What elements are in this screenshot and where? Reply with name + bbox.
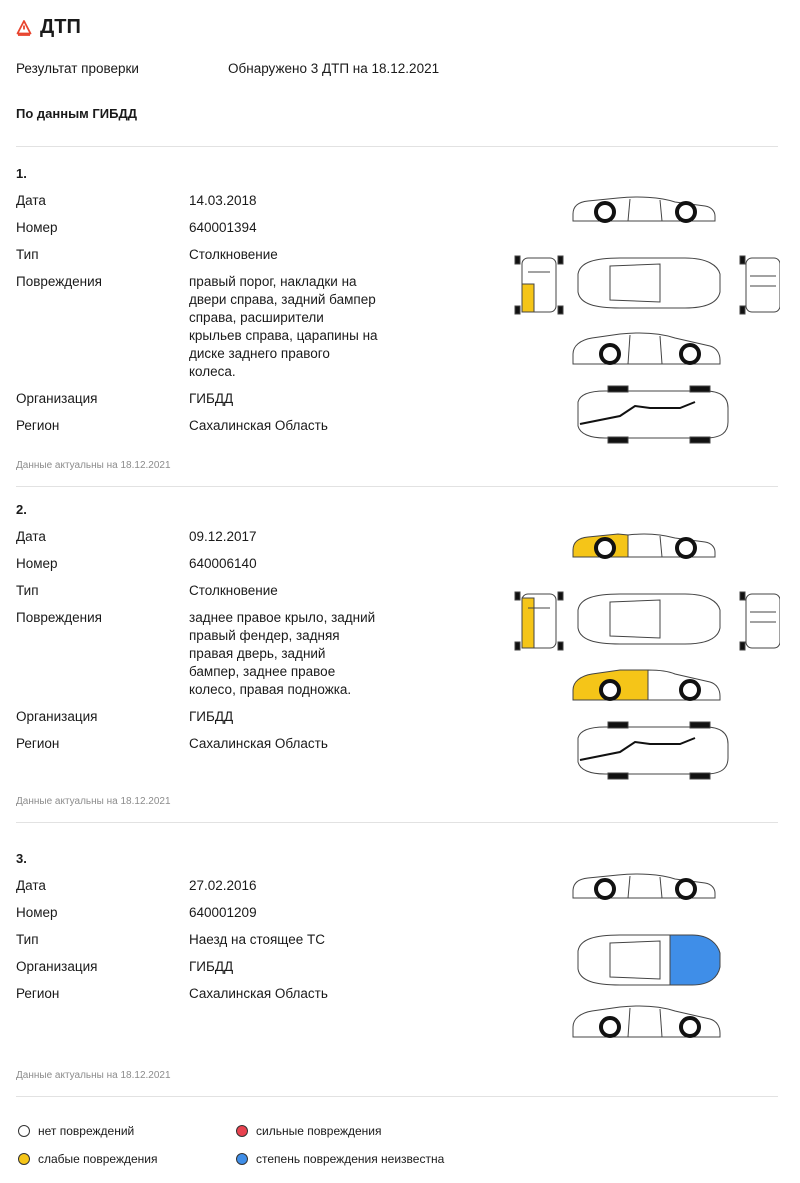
accident-number: 3. bbox=[16, 851, 27, 866]
check-result-value: Обнаружено 3 ДТП на 18.12.2021 bbox=[228, 61, 440, 76]
wheel-icon bbox=[601, 345, 619, 363]
divider bbox=[16, 1096, 778, 1097]
accident-number: 2. bbox=[16, 502, 27, 517]
field-label: Регион bbox=[16, 418, 60, 433]
field-label: Организация bbox=[16, 959, 98, 974]
damage-diagram bbox=[510, 176, 780, 446]
legend-item-heavy bbox=[236, 1124, 382, 1138]
car-underbody-icon bbox=[578, 722, 728, 779]
wheel-icon bbox=[596, 539, 614, 557]
field-label: Регион bbox=[16, 986, 60, 1001]
date-value: 27.02.2016 bbox=[189, 878, 257, 893]
legend-item-none bbox=[18, 1124, 134, 1138]
legend-label: слабые повреждения bbox=[38, 1152, 158, 1166]
warning-triangle-icon bbox=[16, 20, 32, 36]
wheel-icon bbox=[601, 1018, 619, 1036]
field-label: Дата bbox=[16, 529, 46, 544]
region-value: Сахалинская Область bbox=[189, 986, 328, 1001]
divider bbox=[16, 486, 778, 487]
damage-diagram bbox=[510, 512, 780, 782]
wheel-icon bbox=[601, 681, 619, 699]
field-label: Организация bbox=[16, 709, 98, 724]
circle-icon bbox=[236, 1153, 248, 1165]
updated-note: Данные актуальны на 18.12.2021 bbox=[16, 796, 171, 807]
car-underbody-icon bbox=[578, 386, 728, 443]
wheel-icon bbox=[677, 539, 695, 557]
car-rear-view-icon bbox=[515, 256, 563, 314]
source-heading: По данным ГИБДД bbox=[16, 106, 137, 121]
date-value: 09.12.2017 bbox=[189, 529, 257, 544]
section-header bbox=[16, 16, 81, 39]
legend-item-light bbox=[18, 1152, 157, 1166]
org-value: ГИБДД bbox=[189, 391, 234, 406]
divider bbox=[16, 822, 778, 823]
damage-diagram bbox=[510, 863, 780, 1053]
car-top-view-icon bbox=[578, 258, 720, 308]
updated-note: Данные актуальны на 18.12.2021 bbox=[16, 460, 171, 471]
wheel-icon bbox=[681, 345, 699, 363]
updated-note: Данные актуальны на 18.12.2021 bbox=[16, 1070, 171, 1081]
car-front-view-icon bbox=[740, 256, 780, 314]
car-rear-view-icon bbox=[515, 592, 563, 650]
field-label: Повреждения bbox=[16, 610, 102, 625]
circle-icon bbox=[18, 1153, 30, 1165]
field-label: Дата bbox=[16, 193, 46, 208]
check-result bbox=[16, 61, 439, 76]
field-label: Тип bbox=[16, 932, 39, 947]
legend-label: сильные повреждения bbox=[256, 1124, 382, 1138]
region-value: Сахалинская Область bbox=[189, 418, 328, 433]
field-label: Организация bbox=[16, 391, 98, 406]
accident-number: 1. bbox=[16, 166, 27, 181]
type-value: Столкновение bbox=[189, 247, 278, 262]
date-value: 14.03.2018 bbox=[189, 193, 257, 208]
field-label: Номер bbox=[16, 220, 58, 235]
field-label: Номер bbox=[16, 905, 58, 920]
wheel-icon bbox=[681, 1018, 699, 1036]
field-label: Повреждения bbox=[16, 274, 102, 289]
field-label: Регион bbox=[16, 736, 60, 751]
legend-label: степень повреждения неизвестна bbox=[256, 1152, 445, 1166]
org-value: ГИБДД bbox=[189, 709, 234, 724]
circle-icon bbox=[18, 1125, 30, 1137]
section-title: ДТП bbox=[40, 16, 81, 38]
type-value: Наезд на стоящее ТС bbox=[189, 932, 326, 947]
circle-icon bbox=[236, 1125, 248, 1137]
wheel-icon bbox=[596, 880, 614, 898]
field-label: Дата bbox=[16, 878, 46, 893]
wheel-icon bbox=[596, 203, 614, 221]
number-value: 640006140 bbox=[189, 556, 257, 571]
wheel-icon bbox=[677, 880, 695, 898]
number-value: 640001209 bbox=[189, 905, 257, 920]
number-value: 640001394 bbox=[189, 220, 257, 235]
field-label: Тип bbox=[16, 583, 39, 598]
damage-value: правый порог, накладки на двери справа, задний бампер справа, расширители крыльев справа, царапины на диске заднего правого колеса. bbox=[189, 274, 378, 379]
field-label: Тип bbox=[16, 247, 39, 262]
car-top-view-icon bbox=[578, 935, 720, 985]
legend-label: нет повреждений bbox=[38, 1124, 135, 1138]
wheel-icon bbox=[677, 203, 695, 221]
type-value: Столкновение bbox=[189, 583, 278, 598]
legend-item-unknown bbox=[236, 1152, 444, 1166]
region-value: Сахалинская Область bbox=[189, 736, 328, 751]
wheel-icon bbox=[681, 681, 699, 699]
car-front-view-icon bbox=[740, 592, 780, 650]
divider bbox=[16, 146, 778, 147]
org-value: ГИБДД bbox=[189, 959, 234, 974]
field-label: Номер bbox=[16, 556, 58, 571]
damage-value: заднее правое крыло, задний правый фендер, задняя правая дверь, задний бампер, заднее правое колесо, правая подножка. bbox=[189, 610, 376, 697]
car-top-view-icon bbox=[578, 594, 720, 644]
check-result-label: Результат проверки bbox=[16, 61, 139, 76]
